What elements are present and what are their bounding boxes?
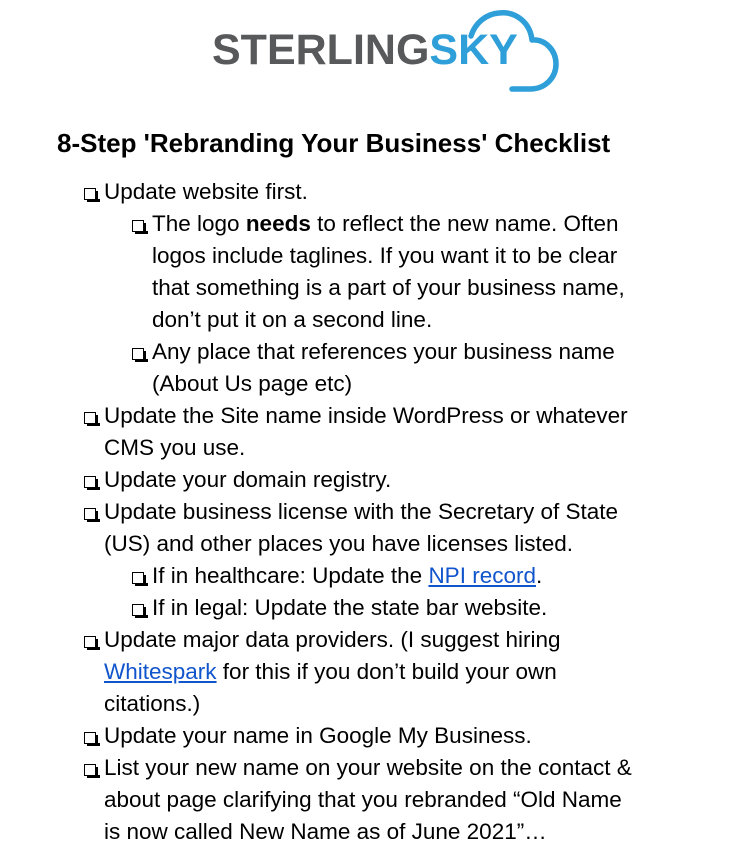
checklist-item-text: If in legal: Update the state bar website. [152, 595, 548, 620]
sterlingsky-logo [212, 4, 562, 96]
checkbox-icon [84, 412, 96, 424]
checklist-item-text: that something is a part of your business name, [152, 275, 625, 300]
checklist-item-text: about page clarifying that you rebranded “Old Name [104, 787, 622, 812]
bold-text: needs [245, 211, 311, 236]
checklist-item-google-my-business [0, 720, 748, 752]
checklist-item-text: List your new name on your website on the contact & [104, 755, 632, 780]
checklist-item-text: CMS you use. [104, 435, 246, 460]
checklist-item-text: (US) and other places you have licenses listed. [104, 531, 573, 556]
checklist-item-data-providers [0, 624, 748, 720]
checklist-item-text: Update major data providers. (I suggest hiring [104, 627, 561, 652]
whitespark-link[interactable]: Whitespark [104, 659, 217, 684]
checklist-subitem-business-name-references [0, 336, 748, 400]
checklist-item-text: is now called New Name as of June 2021”… [104, 819, 547, 844]
checkbox-icon [132, 220, 144, 232]
logo-wordmark-sky: SKY [429, 26, 518, 74]
checklist-item-text: Update the Site name inside WordPress or whatever [104, 403, 628, 428]
checklist-item-text: Update your domain registry. [104, 467, 392, 492]
logo-wordmark [212, 24, 518, 76]
checklist-item-text: Any place that references your business name [152, 339, 615, 364]
text-segment: The logo [152, 211, 246, 236]
npi-record-link[interactable]: NPI record [428, 563, 536, 588]
text-segment: If in healthcare: Update the [152, 563, 429, 588]
checklist-item-text: (About Us page etc) [152, 371, 353, 396]
checklist-item-update-website [0, 176, 748, 208]
checklist-subitem-logo [0, 208, 748, 336]
checklist [0, 176, 748, 848]
logo-wordmark-sterling: STERLING [212, 26, 430, 74]
page-title: 8-Step 'Rebranding Your Business' Checklist [57, 128, 611, 158]
text-segment: for this if you don’t build your own [216, 659, 557, 684]
checklist-item-text [152, 208, 748, 240]
checklist-item-text: Update business license with the Secretary of State [104, 499, 619, 524]
checkbox-icon [84, 476, 96, 488]
checkbox-icon [84, 636, 96, 648]
checklist-subitem-healthcare [0, 560, 748, 592]
text-segment: . [535, 563, 543, 588]
checklist-item-text: Update your name in Google My Business. [104, 723, 532, 748]
checklist-item-site-name [0, 400, 748, 464]
checkbox-icon [84, 508, 96, 520]
checklist-item-text: citations.) [104, 691, 201, 716]
checkbox-icon [84, 764, 96, 776]
checklist-item-list-new-name [0, 752, 748, 848]
checkbox-icon [132, 604, 144, 616]
checklist-item-text: logos include taglines. If you want it to be clear [152, 243, 618, 268]
checklist-item-domain-registry [0, 464, 748, 496]
checklist-item-text [104, 656, 748, 688]
checkbox-icon [132, 572, 144, 584]
checklist-item-text: Update website first. [104, 179, 308, 204]
checklist-item-text: don’t put it on a second line. [152, 307, 433, 332]
checklist-item-text [152, 560, 748, 592]
checkbox-icon [84, 732, 96, 744]
text-segment: to reflect the new name. Often [310, 211, 619, 236]
checklist-item-business-license [0, 496, 748, 560]
checkbox-icon [132, 348, 144, 360]
checkbox-icon [84, 188, 96, 200]
checklist-subitem-legal [0, 592, 748, 624]
